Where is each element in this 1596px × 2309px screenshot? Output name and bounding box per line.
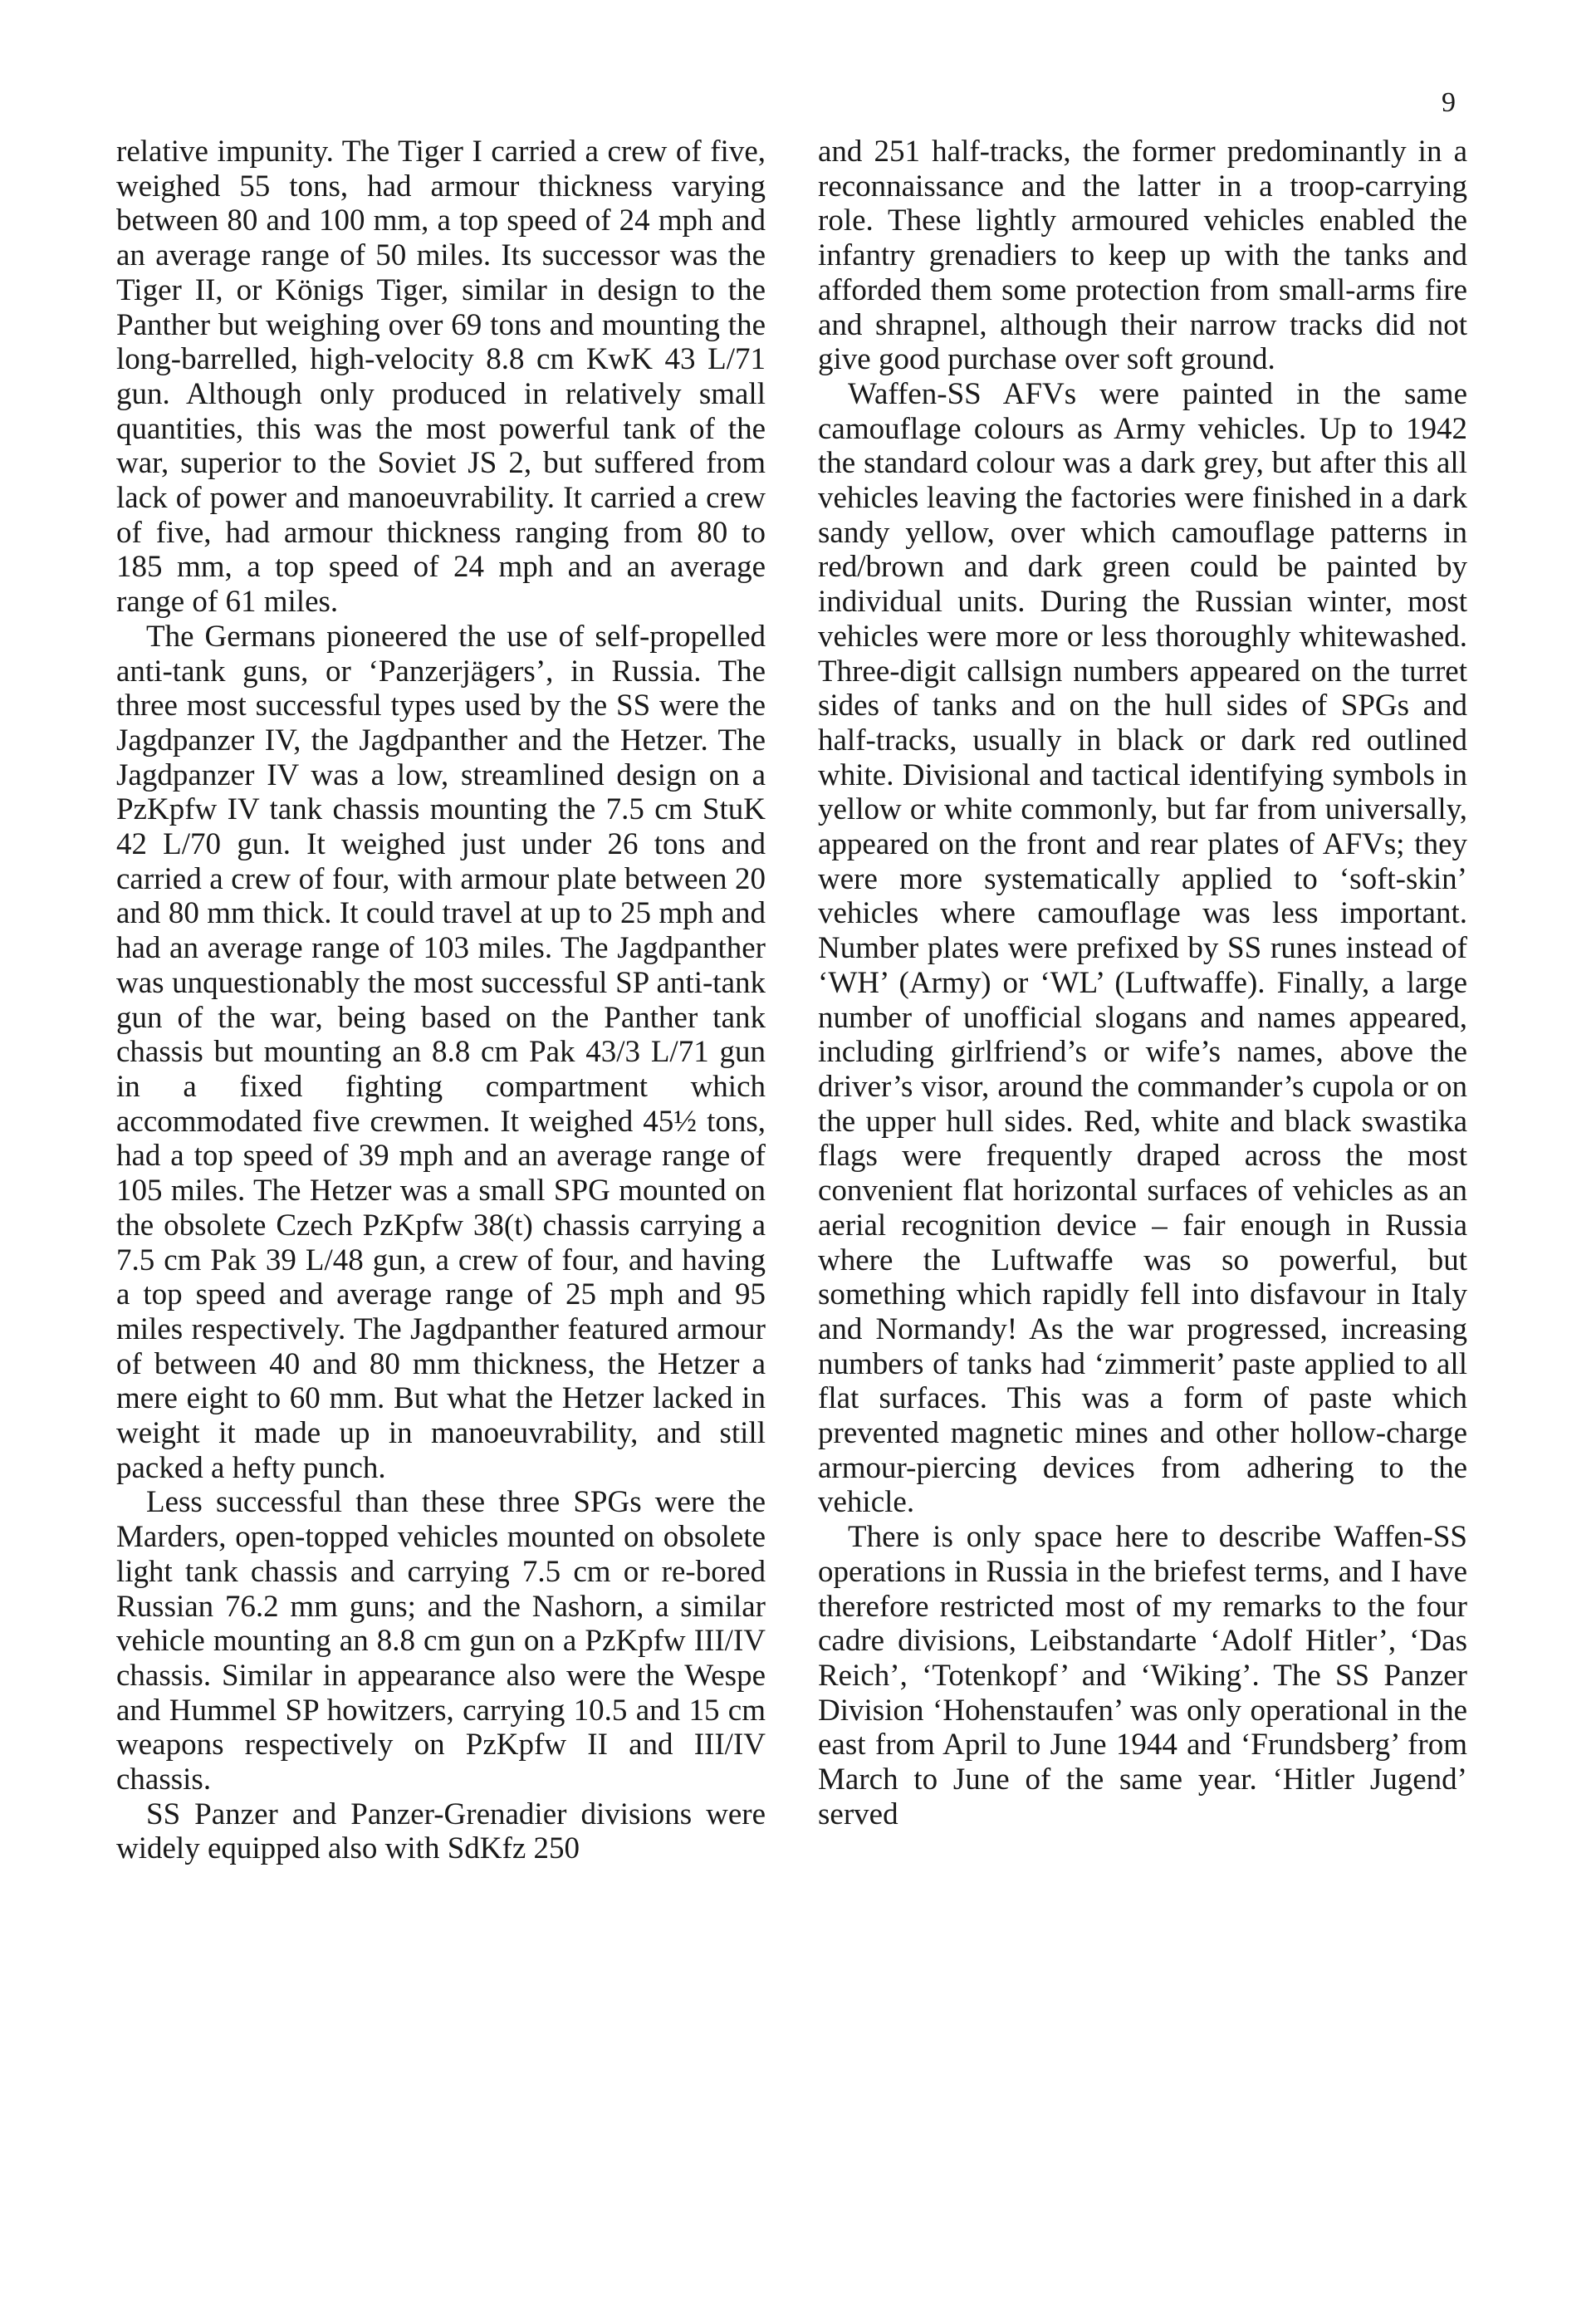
right-text-column bbox=[818, 135, 1467, 1831]
right-paragraph-2: Waffen-SS AFVs were painted in the same camouflage colours as Army vehicles. Up to 1942 the standard colour was a dark grey, but after this all vehicles leaving the factories were finished in a dark sandy yellow, over which camouflage patterns in red/brown and dark green could be painted by individual units. During the Russian winter, most vehicles were more or less thoroughly whitewashed. Three-digit callsign numbers appeared on the turret sides of tanks and on the hull sides of SPGs and half-tracks, usually in black or dark red outlined white. Divisional and tactical identifying symbols in yellow or white commonly, but far from universally, appeared on the front and rear plates of AFVs; they were more systematically applied to ‘soft-skin’ vehicles where camouflage was less important. Number plates were prefixed by SS runes instead of ‘WH’ (Army) or ‘WL’ (Luftwaffe). Finally, a large number of unofficial slogans and names appeared, including girlfriend’s or wife’s names, above the driver’s visor, around the commander’s cupola or on the upper hull sides. Red, white and black swastika flags were frequently draped across the most convenient flat horizontal surfaces of vehicles as an aerial recognition device – fair enough in Russia where the Luftwaffe was so powerful, but something which rapidly fell into disfavour in Italy and Normandy! As the war progressed, increasing numbers of tanks had ‘zimmerit’ paste applied to all flat surfaces. This was a form of paste which prevented magnetic mines and other hollow-charge armour-piercing devices from adhering to the vehicle. bbox=[818, 376, 1467, 1520]
left-text-column bbox=[116, 135, 766, 1866]
left-paragraph-3: Less successful than these three SPGs were the Marders, open-topped vehicles mounted on obsolete light tank chassis and carrying 7.5 cm or re-bored Russian 76.2 mm guns; and the Nashorn, a similar vehicle mounting an 8.8 cm gun on a PzKpfw III/IV chassis. Similar in appearance also were the Wespe and Hummel SP howitzers, carrying 10.5 and 15 cm weapons respectively on PzKpfw II and III/IV chassis. bbox=[116, 1485, 766, 1797]
right-paragraph-3: There is only space here to describe Waffen-SS operations in Russia in the briefest terms, and I have therefore restricted most of my remarks to the four cadre divisions, Leibstandarte ‘Adolf Hitler’, ‘Das Reich’, ‘Totenkopf’ and ‘Wiking’. The SS Panzer Division ‘Hohenstaufen’ was only operational in the east from April to June 1944 and ‘Frundsberg’ from March to June of the same year. ‘Hitler Jugend’ served bbox=[818, 1520, 1467, 1831]
left-paragraph-1: relative impunity. The Tiger I carried a crew of five, weighed 55 tons, had armour thickness varying between 80 and 100 mm, a top speed of 24 mph and an average range of 50 miles. Its successor was the Tiger II, or Königs Tiger, similar in design to the Panther but weighing over 69 tons and mounting the long-barrelled, high-velocity 8.8 cm KwK 43 L/71 gun. Although only produced in relatively small quantities, this was the most powerful tank of the war, superior to the Soviet JS 2, but suffered from lack of power and manoeuvrability. It carried a crew of five, had armour thickness ranging from 80 to 185 mm, a top speed of 24 mph and an average range of 61 miles. bbox=[116, 135, 766, 620]
right-paragraph-1: and 251 half-tracks, the former predominantly in a reconnaissance and the latter in a troop-carrying role. These lightly armoured vehicles enabled the infantry grenadiers to keep up with the tanks and afforded them some protection from small-arms fire and shrapnel, although their narrow tracks did not give good purchase over soft ground. bbox=[818, 135, 1467, 377]
page-number: 9 bbox=[1442, 87, 1456, 118]
left-paragraph-4: SS Panzer and Panzer-Grenadier divisions were widely equipped also with SdKfz 250 bbox=[116, 1797, 766, 1866]
left-paragraph-2: The Germans pioneered the use of self-propelled anti-tank guns, or ‘Panzerjägers’, in Russia. The three most successful types used by the SS were the Jagdpanzer IV, the Jagdpanther and the Hetzer. The Jagdpanzer IV was a low, streamlined design on a PzKpfw IV tank chassis mounting the 7.5 cm StuK 42 L/70 gun. It weighed just under 26 tons and carried a crew of four, with armour plate between 20 and 80 mm thick. It could travel at up to 25 mph and had an average range of 103 miles. The Jagdpanther was unquestionably the most successful SP anti-tank gun of the war, being based on the Panther tank chassis but mounting an 8.8 cm Pak 43/3 L/71 gun in a fixed fighting compartment which accommodated five crewmen. It weighed 45½ tons, had a top speed of 39 mph and an average range of 105 miles. The Hetzer was a small SPG mounted on the obsolete Czech PzKpfw 38(t) chassis carrying a 7.5 cm Pak 39 L/48 gun, a crew of four, and having a top speed and average range of 25 mph and 95 miles respectively. The Jagdpanther featured armour of between 40 and 80 mm thickness, the Hetzer a mere eight to 60 mm. But what the Hetzer lacked in weight it made up in manoeuvrability, and still packed a hefty punch. bbox=[116, 619, 766, 1485]
